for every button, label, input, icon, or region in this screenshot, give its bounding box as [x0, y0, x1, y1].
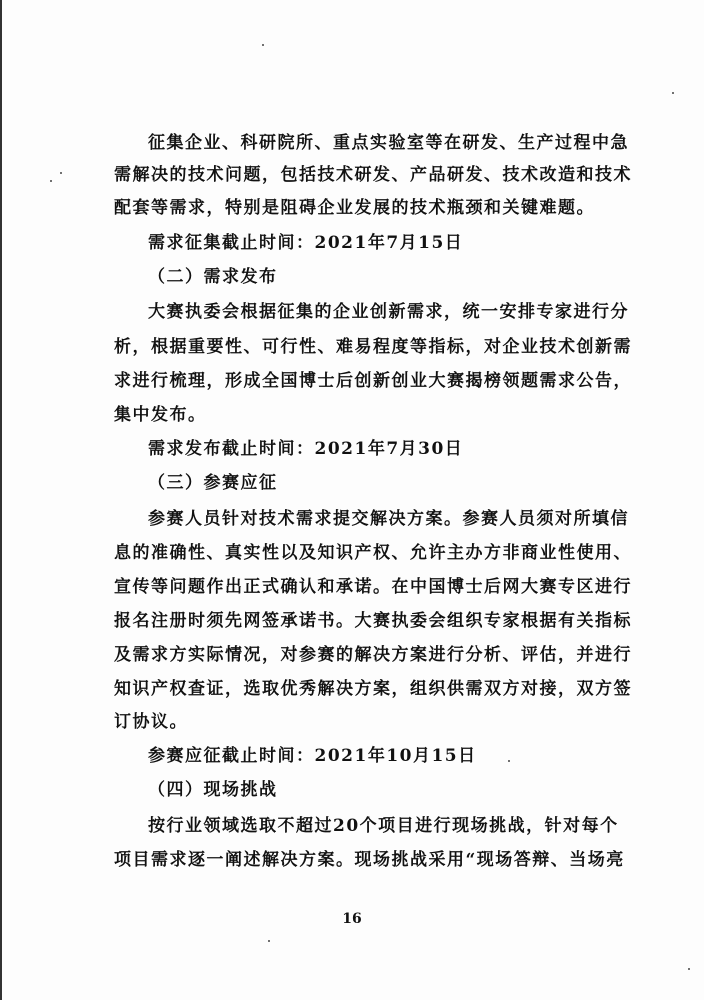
- deadline-line: 需求征集截止时间：2021年7月15日: [148, 233, 464, 253]
- body-line: 及需求方实际情况，对参赛的解决方案进行分析、评估，并进行: [114, 645, 632, 665]
- deadline-line: 参赛应征截止时间：2021年10月15日: [148, 746, 477, 766]
- body-line: 析，根据重要性、可行性、难易程度等指标，对企业技术创新需: [114, 337, 632, 357]
- body-line: 按行业领域选取不超过20个项目进行现场挑战，针对每个: [148, 816, 619, 836]
- body-line: 配套等需求，特别是阻碍企业发展的技术瓶颈和关键难题。: [114, 198, 595, 218]
- scan-speck: [688, 968, 690, 970]
- body-line: 集中发布。: [114, 405, 207, 425]
- section-heading: （三）参赛应征: [148, 473, 278, 493]
- page-number: 16: [342, 911, 362, 927]
- body-line: 知识产权查证，选取优秀解决方案，组织供需双方对接，双方签: [114, 679, 632, 699]
- section-heading: （四）现场挑战: [148, 780, 278, 800]
- body-line: 宣传等问题作出正式确认和承诺。在中国博士后网大赛专区进行: [114, 577, 632, 597]
- scan-speck: [60, 172, 62, 174]
- body-line: 项目需求逐一阐述解决方案。现场挑战采用“现场答辩、当场亮: [114, 850, 625, 870]
- scan-speck: [508, 760, 510, 762]
- body-line: 报名注册时须先网签承诺书。大赛执委会组织专家根据有关指标: [114, 611, 632, 631]
- scan-speck: [50, 180, 52, 182]
- body-line: 订协议。: [114, 712, 188, 732]
- deadline-line: 需求发布截止时间：2021年7月30日: [148, 439, 464, 459]
- body-line: 参赛人员针对技术需求提交解决方案。参赛人员须对所填信: [148, 509, 629, 529]
- scan-border: [0, 0, 2, 1000]
- scan-speck: [672, 92, 674, 94]
- body-line: 征集企业、科研院所、重点实验室等在研发、生产过程中急: [148, 133, 629, 153]
- body-line: 需解决的技术问题，包括技术研发、产品研发、技术改造和技术: [114, 165, 632, 185]
- scan-speck: [268, 940, 270, 942]
- body-line: 大赛执委会根据征集的企业创新需求，统一安排专家进行分: [148, 302, 629, 322]
- section-heading: （二）需求发布: [148, 267, 278, 287]
- body-line: 求进行梳理，形成全国博士后创新创业大赛揭榜领题需求公告，: [114, 371, 632, 391]
- body-line: 息的准确性、真实性以及知识产权、允许主办方非商业性使用、: [114, 543, 632, 563]
- scan-speck: [262, 44, 264, 46]
